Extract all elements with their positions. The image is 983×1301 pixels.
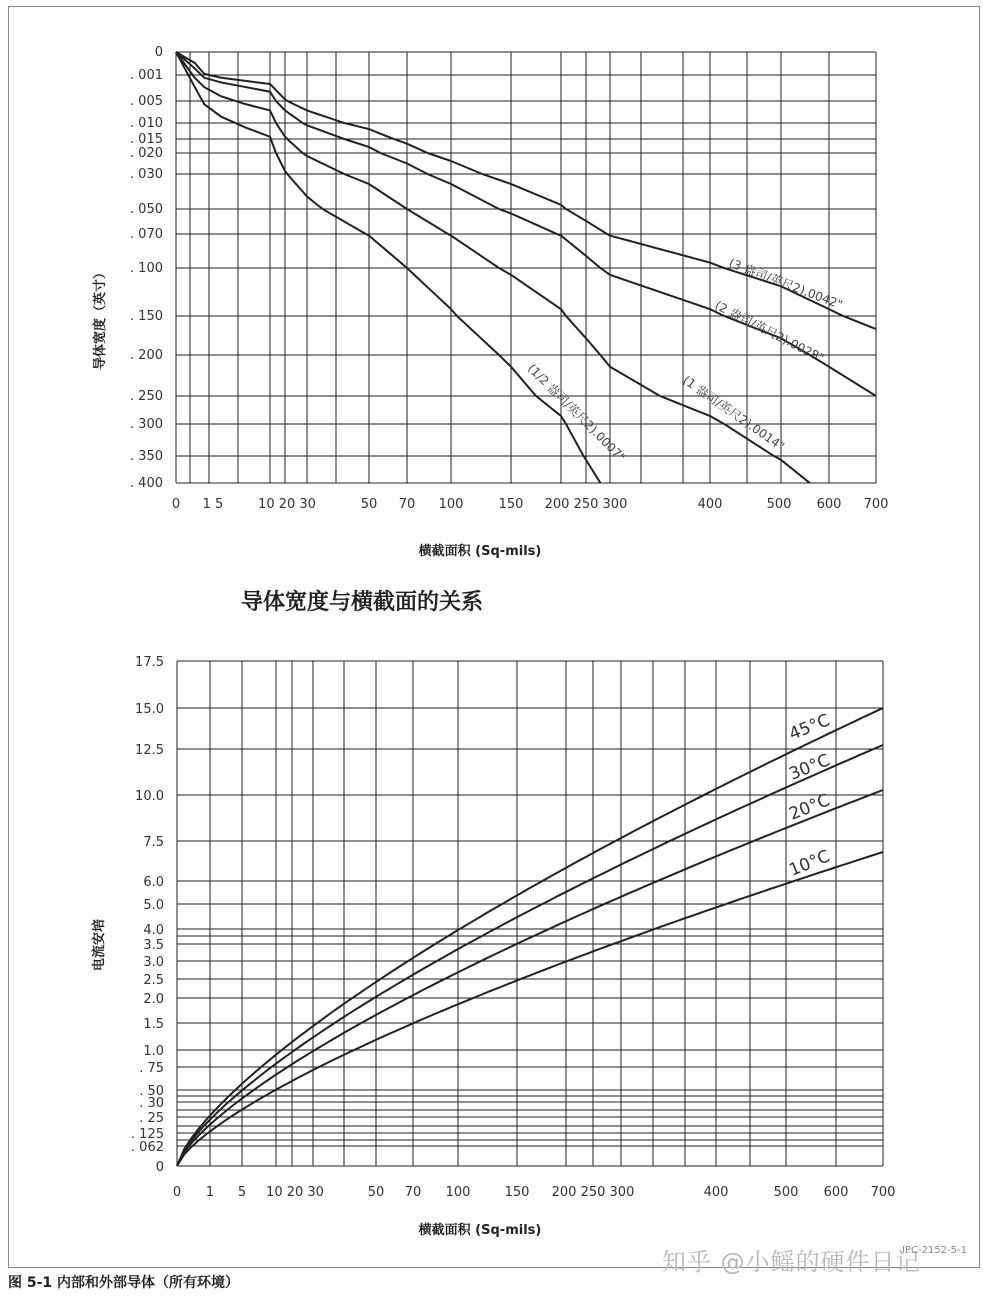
chart1-y-tick-label: . 200 (129, 348, 163, 363)
chart1-y-tick-label: . 001 (129, 68, 163, 83)
chart2-y-tick-label: 5.0 (143, 898, 164, 913)
chart1-grid (176, 52, 876, 483)
chart1-y-tick-label: . 010 (129, 116, 163, 131)
chart1-y-tick-label: . 150 (129, 309, 163, 324)
chart1-y-tick-label: . 400 (129, 476, 163, 491)
chart2-y-tick-label: 0 (155, 1160, 164, 1175)
figure-caption: 图 5-1 内部和外部导体（所有环境） (8, 1275, 240, 1291)
chart2-y-tick-label: . 75 (139, 1061, 164, 1076)
chart1-y-tick-label: . 100 (129, 261, 163, 276)
chart2-grid (177, 661, 883, 1166)
chart1-y-tick-label: 0 (154, 45, 163, 60)
chart1-series-label: (3 盎司/英尺2).0042" (726, 255, 845, 312)
chart1-series-label: (1 盎司/英尺2).0014" (680, 372, 787, 454)
chart2-y-tick-label: 4.0 (143, 923, 164, 938)
chart2-y-axis-label: 电流安培 (92, 918, 107, 972)
chart2-x-tick-label: 10 20 30 (266, 1185, 324, 1200)
chart2-x-tick-label: 150 (504, 1185, 530, 1200)
chart2-y-tick-label: 6.0 (143, 875, 164, 890)
chart2-series-label: 30°C (786, 750, 833, 785)
chart1-x-tick-label: 200 250 300 (544, 497, 628, 512)
chart2-y-tick-label: 10.0 (135, 789, 164, 804)
chart2-y-tick-label: 1.5 (143, 1017, 164, 1032)
chart1-x-tick-label: 0 (171, 497, 181, 512)
chart1-series-line (176, 52, 876, 396)
chart1-x-tick-label: 100 (438, 497, 464, 512)
chart1-x-tick-label: 700 (863, 497, 889, 512)
chart2-y-tick-label: 7.5 (143, 835, 164, 850)
chart2-y-tick-label: . 062 (130, 1140, 164, 1155)
chart1-y-axis-label: 导体宽度（英寸） (93, 265, 108, 371)
chart2-series-line (177, 852, 883, 1166)
chart2-x-tick-label: 700 (870, 1185, 896, 1200)
chart1-x-tick-label: 150 (498, 497, 524, 512)
chart2-y-tick-label: 2.0 (143, 992, 164, 1007)
chart2-series-line (177, 745, 883, 1166)
chart1-y-tick-label: . 030 (129, 167, 163, 182)
chart1-y-tick-label: . 250 (129, 389, 163, 404)
chart1-series-line (176, 52, 876, 329)
chart2-x-tick-label: 600 (823, 1185, 849, 1200)
chart2-x-tick-label: 50 (367, 1185, 385, 1200)
chart1-y-tick-label: . 015 (129, 132, 163, 147)
chart1-y-tick-label: . 350 (129, 449, 163, 464)
chart2-y-tick-label: 1.0 (143, 1044, 164, 1059)
chart2-x-tick-label: 400 (703, 1185, 729, 1200)
chart2-x-axis-label: 横截面积 (Sq-mils) (418, 1223, 542, 1238)
chart2-x-tick-label: 500 (773, 1185, 799, 1200)
chart2-y-tick-label: 17.5 (135, 655, 164, 670)
chart1-y-tick-label: . 050 (129, 202, 163, 217)
watermark-text: 知乎 @小鳐的硬件日记 (662, 1248, 921, 1276)
chart1-series-label: (2 盎司/英尺2).0028" (712, 298, 827, 366)
chart1-x-tick-label: 1 5 (202, 497, 224, 512)
chart2-x-tick-label: 1 (205, 1185, 215, 1200)
chart2-x-tick-label: 70 (404, 1185, 422, 1200)
chart1-y-tick-label: . 005 (129, 94, 163, 109)
chart1-title: 导体宽度与横截面的关系 (240, 590, 484, 615)
chart1-y-tick-label: . 300 (129, 417, 163, 432)
chart2-y-tick-label: . 25 (139, 1111, 164, 1126)
chart2-y-tick-label: . 30 (139, 1096, 164, 1111)
chart2-y-tick-label: 12.5 (135, 743, 164, 758)
chart1-x-tick-label: 70 (398, 497, 416, 512)
chart2-y-tick-label: 3.0 (143, 955, 164, 970)
chart1-x-axis-label: 横截面积 (Sq-mils) (418, 544, 542, 559)
chart2-y-tick-label: 3.5 (143, 938, 164, 953)
chart1-x-tick-label: 10 20 30 (258, 497, 316, 512)
chart2-x-tick-label: 0 (172, 1185, 182, 1200)
chart1-x-tick-label: 600 (816, 497, 842, 512)
chart1-x-tick-label: 400 (697, 497, 723, 512)
chart1-y-tick-label: . 020 (129, 146, 163, 161)
chart2-series-label: 20°C (786, 790, 833, 825)
chart1-y-tick-label: . 070 (129, 227, 163, 242)
chart1-series-label: (1/2 盎司/英尺2).0007" (524, 361, 629, 465)
figure-id: IPC-2152-5-1 (902, 1245, 967, 1256)
chart2-x-tick-label: 5 (237, 1185, 247, 1200)
chart1-x-tick-label: 500 (766, 497, 792, 512)
chart2-series-label: 10°C (786, 846, 833, 881)
chart2-y-tick-label: 15.0 (135, 702, 164, 717)
chart2-x-tick-label: 100 (445, 1185, 471, 1200)
chart2-x-tick-label: 200 250 300 (551, 1185, 635, 1200)
chart2-y-tick-label: . 50 (139, 1084, 164, 1099)
chart2-y-tick-label: . 125 (130, 1127, 164, 1142)
chart2-y-tick-label: 2.5 (143, 973, 164, 988)
chart1-x-tick-label: 50 (360, 497, 378, 512)
chart2-series-label: 45°C (786, 710, 833, 745)
